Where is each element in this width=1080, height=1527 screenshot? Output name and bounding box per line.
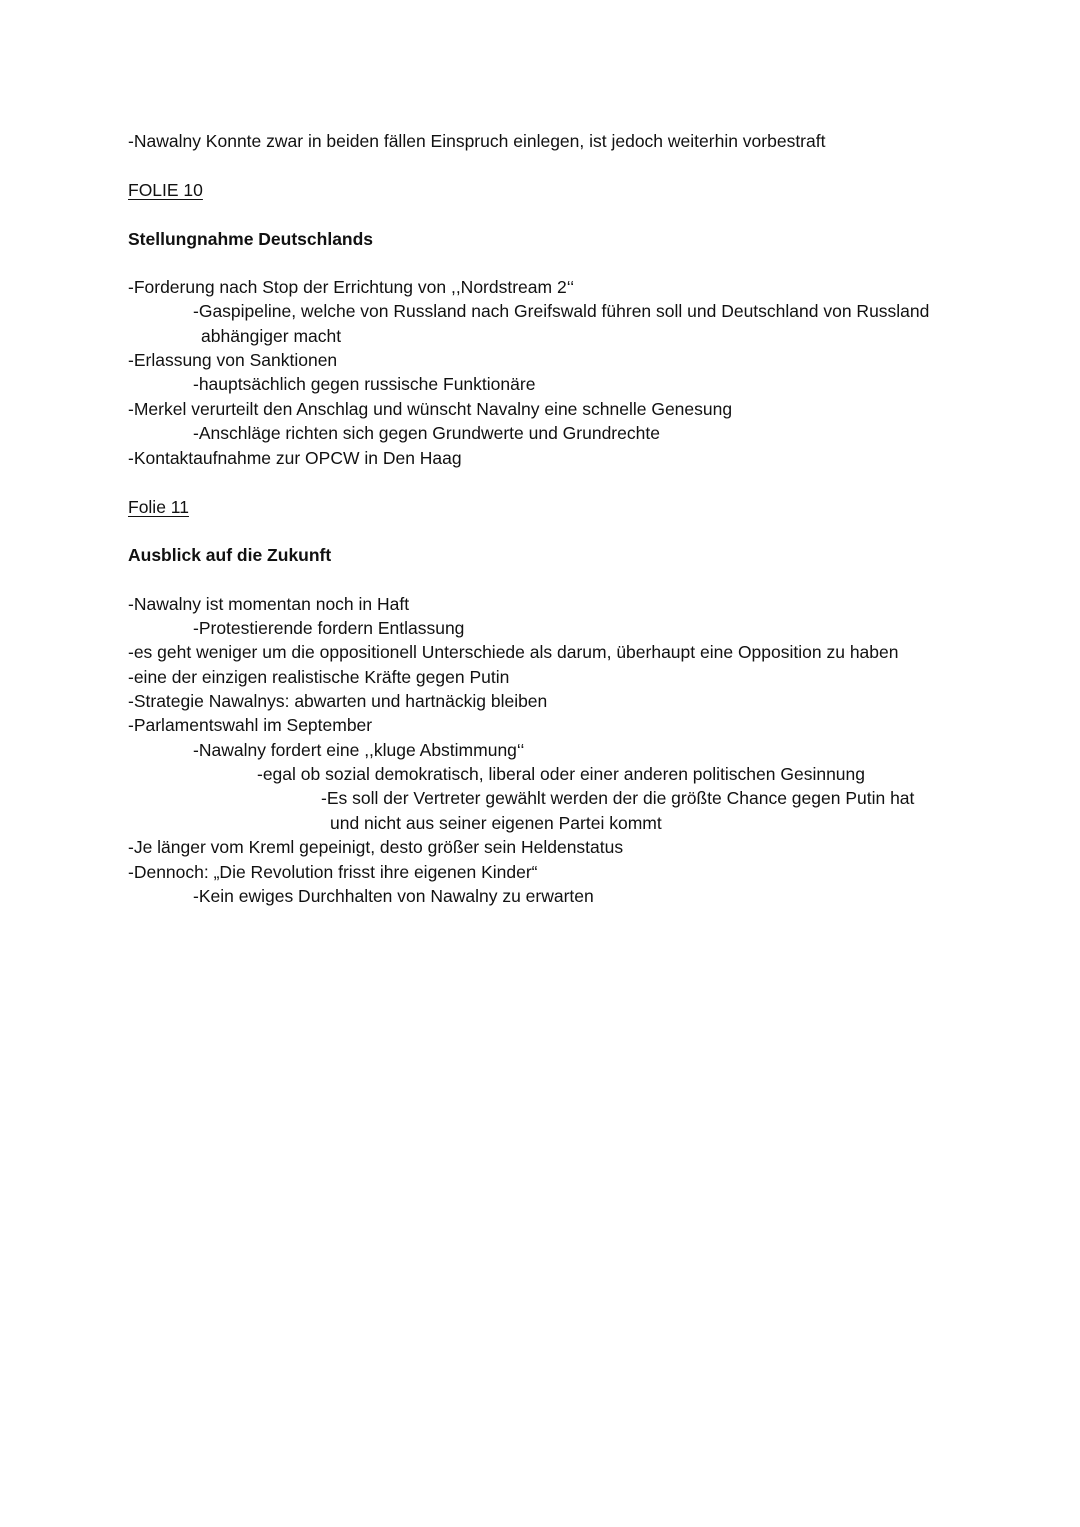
text-line: -Anschläge richten sich gegen Grundwerte und Grundrechte bbox=[193, 423, 660, 443]
text-line: -Gaspipeline, welche von Russland nach Greifswald führen soll und Deutschland von Russland bbox=[193, 301, 930, 321]
text-line: -eine der einzigen realistische Kräfte gegen Putin bbox=[128, 667, 510, 687]
text-line: -Kontaktaufnahme zur OPCW in Den Haag bbox=[128, 448, 462, 468]
text-line: -Dennoch: „Die Revolution frisst ihre eigenen Kinder“ bbox=[128, 862, 538, 882]
text-line: -egal ob sozial demokratisch, liberal oder einer anderen politischen Gesinnung bbox=[257, 764, 865, 784]
text-line: -es geht weniger um die oppositionell Unterschiede als darum, überhaupt eine Opposition zu haben bbox=[128, 642, 899, 662]
slide-label-folie-10: FOLIE 10 bbox=[128, 180, 203, 200]
text-line: und nicht aus seiner eigenen Partei kommt bbox=[330, 813, 662, 833]
text-line: -Erlassung von Sanktionen bbox=[128, 350, 338, 370]
section-heading-stellungnahme: Stellungnahme Deutschlands bbox=[128, 229, 374, 249]
text-line: abhängiger macht bbox=[201, 326, 342, 346]
text-line: -Es soll der Vertreter gewählt werden der die größte Chance gegen Putin hat bbox=[321, 788, 915, 808]
intro-line: -Nawalny Konnte zwar in beiden fällen Einspruch einlegen, ist jedoch weiterhin vorbestraft bbox=[128, 131, 826, 151]
text-line: -Nawalny ist momentan noch in Haft bbox=[128, 594, 410, 614]
text-line: -Kein ewiges Durchhalten von Nawalny zu erwarten bbox=[193, 886, 594, 906]
section-heading-ausblick: Ausblick auf die Zukunft bbox=[128, 545, 332, 565]
text-line: -Forderung nach Stop der Errichtung von ,,Nordstream 2‘‘ bbox=[128, 277, 575, 297]
text-line: -Parlamentswahl im September bbox=[128, 715, 373, 735]
text-line: -Strategie Nawalnys: abwarten und hartnäckig bleiben bbox=[128, 691, 548, 711]
text-line: -Nawalny fordert eine ,,kluge Abstimmung‘‘ bbox=[193, 740, 525, 760]
text-line: -hauptsächlich gegen russische Funktionäre bbox=[193, 374, 536, 394]
slide-label-folie-11: Folie 11 bbox=[128, 497, 189, 517]
text-line: -Merkel verurteilt den Anschlag und wünscht Navalny eine schnelle Genesung bbox=[128, 399, 733, 419]
text-line: -Je länger vom Kreml gepeinigt, desto größer sein Heldenstatus bbox=[128, 837, 624, 857]
text-line: -Protestierende fordern Entlassung bbox=[193, 618, 465, 638]
